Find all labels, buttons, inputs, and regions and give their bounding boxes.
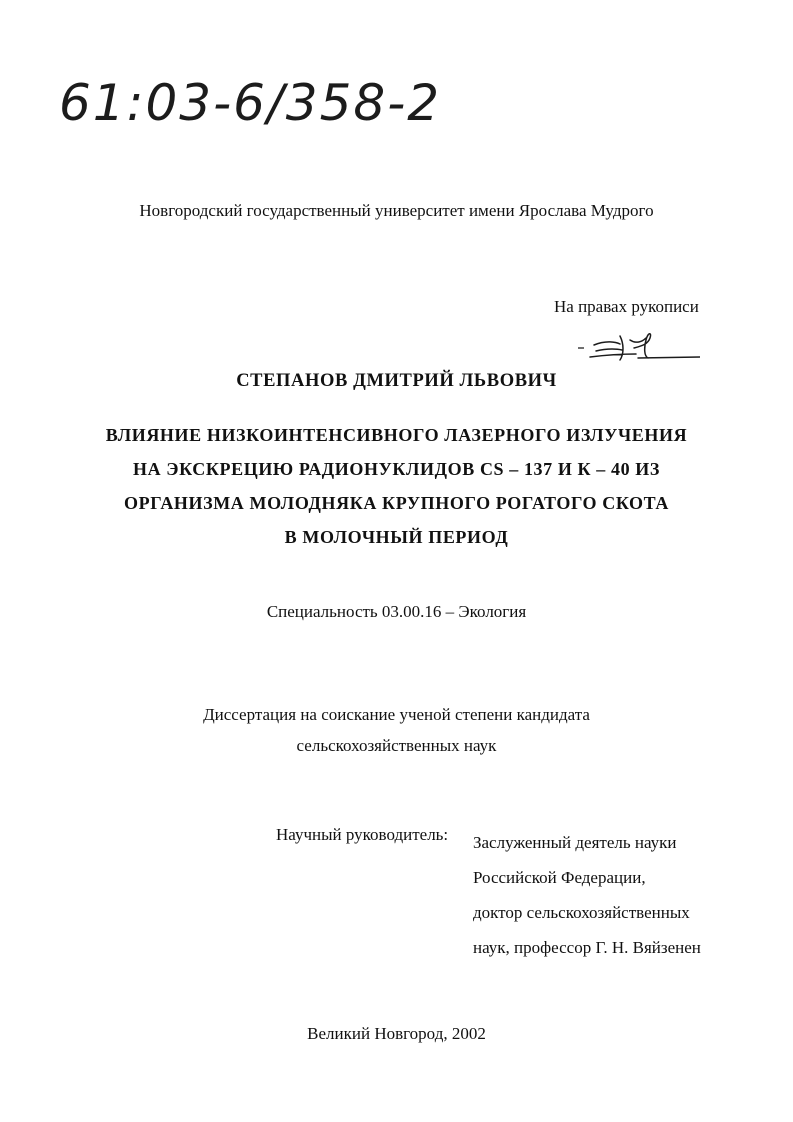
advisor-label: Научный руководитель: (276, 825, 449, 844)
degree-line: Диссертация на соискание ученой степени кандидата (203, 705, 590, 724)
handwritten-archive-code (55, 68, 495, 138)
specialty: Специальность 03.00.16 – Экология (266, 602, 527, 621)
title-line: НА ЭКСКРЕЦИЮ РАДИОНУКЛИДОВ CS – 137 И К – 40 ИЗ (132, 459, 661, 479)
advisor-line: Российской Федерации, (473, 868, 646, 887)
advisor-line: Заслуженный деятель науки (473, 833, 677, 852)
manuscript-rights-note: На правах рукописи (554, 297, 699, 316)
degree-line: сельскохозяйственных наук (296, 736, 497, 755)
title-line: ОРГАНИЗМА МОЛОДНЯКА КРУПНОГО РОГАТОГО СКОТА (124, 493, 669, 513)
signature (576, 330, 700, 366)
dissertation-title (0, 418, 793, 554)
advisor-line: доктор сельскохозяйственных (473, 903, 690, 922)
place-and-year: Великий Новгород, 2002 (307, 1024, 486, 1043)
author-name: СТЕПАНОВ ДМИТРИЙ ЛЬВОВИЧ (236, 371, 557, 391)
advisor-details (473, 825, 701, 965)
title-line: В МОЛОЧНЫЙ ПЕРИОД (284, 527, 509, 547)
svg-text:61:03-6/358-2: 61:03-6/358-2 (59, 74, 442, 132)
university-name: Новгородский государственный университет имени Ярослава Мудрого (139, 201, 654, 220)
advisor-line: наук, профессор Г. Н. Вяйзенен (473, 938, 701, 957)
title-line: ВЛИЯНИЕ НИЗКОИНТЕНСИВНОГО ЛАЗЕРНОГО ИЗЛУЧЕНИЯ (105, 425, 688, 445)
dissertation-degree (0, 699, 793, 761)
